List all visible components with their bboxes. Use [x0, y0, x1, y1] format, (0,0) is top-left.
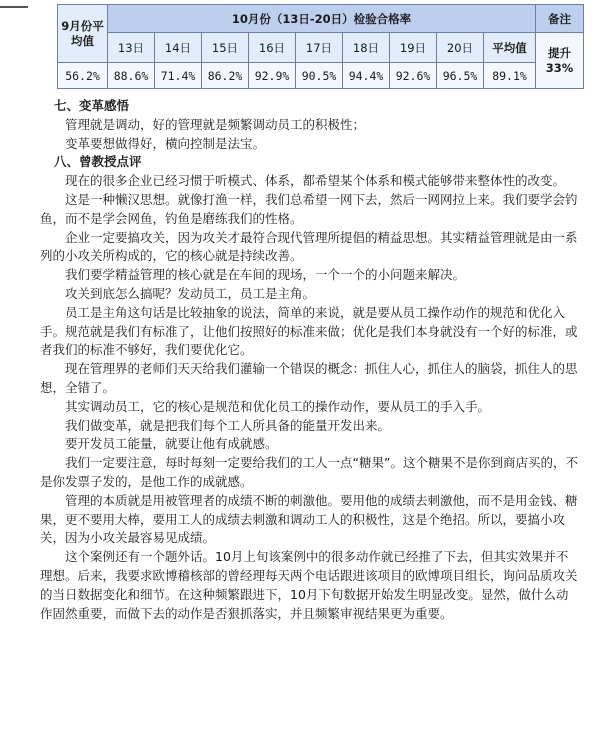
paragraph: 我们要学精益管理的核心就是在车间的现场，一个一个的小问题来解决。 [65, 267, 466, 283]
day-header: 16日 [249, 33, 296, 63]
remark-value: 提升33% [536, 33, 584, 89]
avg-value: 89.1% [484, 63, 536, 89]
day-header: 15日 [202, 33, 249, 63]
paragraph: 攻关到底怎么搞呢？发动员工，员工是主角。 [65, 285, 316, 301]
sept-header: 9月份平均值 [58, 5, 108, 63]
paragraph: 员工是主角这句话是比较抽象的说法，简单的来说，就是要从员工操作动作的规范和优化入手。规范就是我们有标准了，让他们按照好的标准来做；优化是我们本身就没有一个好的标准，或者我们的标准不够好，我们要优化它。 [40, 304, 578, 358]
quality-rate-table [57, 4, 583, 91]
paragraph: 企业一定要搞攻关，因为攻关才最符合现代管理所提倡的精益思想。其实精益管理就是由一系列的小攻关所构成的，它的核心就是持续改善。 [40, 229, 578, 264]
paragraph: 变革要想做得好，横向控制是法宝。 [65, 135, 266, 151]
paragraph: 我们一定要注意，每时每刻一定要给我们的工人一点“糖果”。这个糖果不是你到商店买的，不是你发票子发的，是他工作的成就感。 [40, 455, 578, 489]
section-heading: 七、变革感悟 [54, 98, 130, 113]
day-value: 90.5% [296, 63, 343, 89]
remark-header: 备注 [536, 5, 584, 33]
day-value: 86.2% [202, 63, 249, 89]
sept-value: 56.2% [58, 63, 108, 89]
day-value: 94.4% [343, 63, 390, 89]
page-corner-rule [0, 0, 28, 8]
day-value: 92.6% [390, 63, 437, 89]
paragraph: 现在的很多企业已经习惯于听模式、体系，都希望某个体系和模式能够带来整体性的改变。 [65, 173, 566, 189]
paragraph: 要开发员工能量，就要让他有成就感。 [65, 436, 278, 452]
section-heading: 八、曾教授点评 [54, 154, 142, 170]
day-header: 20日 [437, 33, 484, 63]
avg-header: 平均值 [484, 33, 536, 63]
day-value: 71.4% [155, 63, 202, 89]
paragraph: 这是一种懒汉思想。就像打渔一样，我们总希望一网下去，然后一网网拉上来。我们要学会钓鱼，而不是学会网鱼，钓鱼是磨练我们的性格。 [40, 191, 578, 226]
paragraph: 这个案例还有一个题外话。10月上旬该案例中的很多动作就已经推了下去，但其实效果并不理想。后来，我要求欧博稽核部的曾经理每天两个电话跟进该项目的欧博项目组长，询问品质攻关的当日数据变化和细节。在这种频繁跟进下，10月下旬数据开始发生明显改变。显然，做什么动作固然重要，而做下去的动作是否狠抓落实，并且频繁审视结果更为重要。 [40, 549, 578, 621]
oct-header: 10月份（13日-20日）检验合格率 [108, 5, 536, 33]
day-header: 14日 [155, 33, 202, 63]
day-header: 17日 [296, 33, 343, 63]
day-header: 13日 [108, 33, 155, 63]
day-value: 92.9% [249, 63, 296, 89]
paragraph: 现在管理界的老师们天天给我们灌输一个错误的概念：抓住人心，抓住人的脑袋，抓住人的思想，全错了。 [40, 361, 578, 395]
day-header: 18日 [343, 33, 390, 63]
article-body [40, 97, 580, 623]
paragraph: 管理就是调动，好的管理就是频繁调动员工的积极性； [65, 116, 366, 132]
day-value: 88.6% [108, 63, 155, 89]
paragraph: 我们做变革，就是把我们每个工人所具备的能量开发出来。 [65, 417, 391, 433]
day-value: 96.5% [437, 63, 484, 89]
paragraph: 其实调动员工，它的核心是规范和优化员工的操作动作，要从员工的手入手。 [65, 398, 491, 414]
day-header: 19日 [390, 33, 437, 63]
paragraph: 管理的本质就是用被管理者的成绩不断的刺激他。要用他的成绩去刺激他，而不是用金钱、糖果，更不要用大棒，要用工人的成绩去刺激和调动工人的积极性，这是个绝招。所以，要搞小攻关，因为小攻关最容易见成绩。 [40, 492, 578, 546]
